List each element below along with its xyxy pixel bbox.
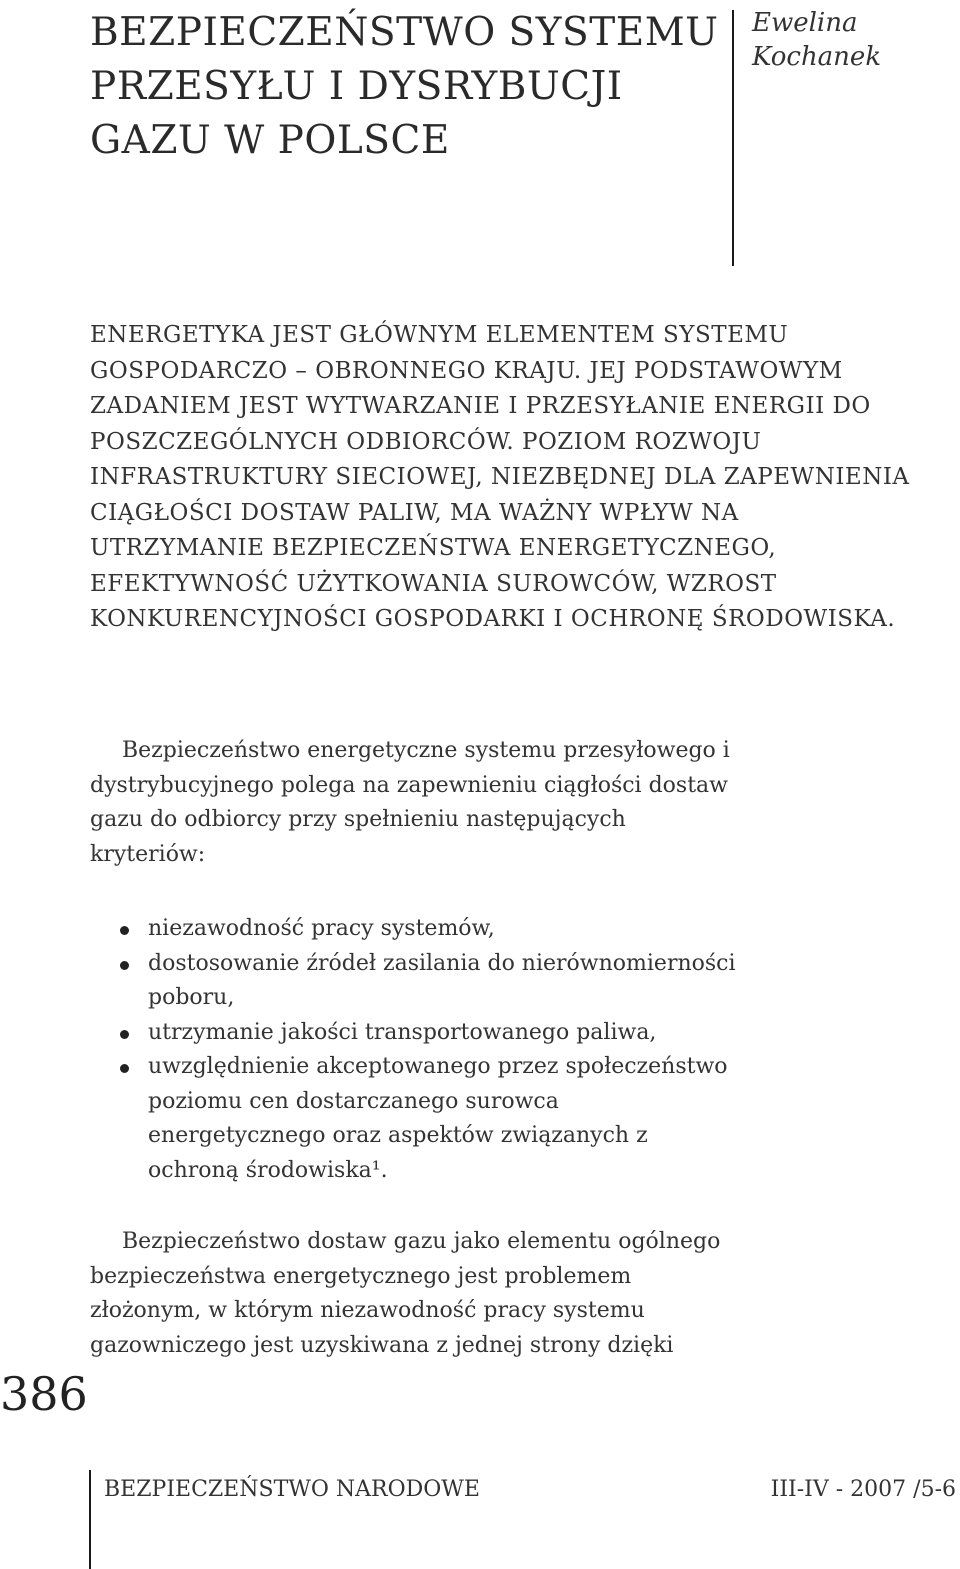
vertical-divider-top [732, 10, 734, 266]
lead-paragraph: ENERGETYKA JEST GŁÓWNYM ELEMENTEM SYSTEMU GOSPODARCZO – OBRONNEGO KRAJU. JEJ PODSTAWOWYM ZADANIEM JEST WYTWARZANIE I PRZESYŁANIE ENERGII DO POSZCZEGÓLNYCH ODBIORCÓW. POZIOM ROZWOJU INFRASTRUKTURY SIECIOWEJ, NIEZBĘDNEJ DLA ZAPEWNIENIA CIĄGŁOŚCI DOSTAW PALIW, MA WAŻNY WPŁYW NA UTRZYMANIE BEZPIECZEŃSTWA ENERGETYCZNEGO, EFEKTYWNOŚĆ UŻYTKOWANIA SUROWCÓW, WZROST KONKURENCYJNOŚCI GOSPODARKI I OCHRONĘ ŚRODOWISKA. [90, 322, 910, 632]
list-item-text: dostosowanie źródeł zasilania do nierównomierności poboru, [148, 950, 736, 1010]
bullet-icon [120, 1064, 129, 1073]
list-item [120, 1050, 740, 1188]
body-paragraph-2: Bezpieczeństwo dostaw gazu jako elementu ogólnego bezpieczeństwa energetycznego jest problemem złożonym, w którym niezawodność pracy systemu gazowniczego jest uzyskiwana z jednej strony dzięki [90, 1229, 721, 1358]
bullet-icon [120, 961, 129, 970]
list-item-text: niezawodność pracy systemów, [148, 916, 495, 941]
bullet-icon [120, 1030, 129, 1039]
list-item-text: uwzględnienie akceptowanego przez społeczeństwo poziomu cen dostarczanego surowca energetycznego oraz aspektów związanych z ochroną środowiska¹. [148, 1054, 728, 1183]
list-item [120, 947, 740, 1016]
page-number: 386 [0, 1367, 88, 1421]
footer-issue: III-IV - 2007 /5-6 [770, 1477, 956, 1502]
bullet-icon [120, 926, 129, 935]
footer-journal-name: BEZPIECZEŃSTWO NARODOWE [104, 1477, 480, 1502]
list-item [120, 1016, 740, 1051]
body-paragraph-1: Bezpieczeństwo energetyczne systemu przesyłowego i dystrybucyjnego polega na zapewnieniu ciągłości dostaw gazu do odbiorcy przy spełnieniu następujących kryteriów: [90, 738, 730, 867]
list-item [120, 912, 740, 947]
list-item-text: utrzymanie jakości transportowanego paliwa, [148, 1019, 657, 1045]
article-title: BEZPIECZEŃSTWO SYSTEMU PRZESYŁU I DYSRYBUCJI GAZU W POLSCE [90, 10, 719, 163]
author-name: Ewelina Kochanek [752, 8, 882, 72]
vertical-divider-bottom [89, 1470, 91, 1569]
criteria-list [120, 912, 740, 1188]
